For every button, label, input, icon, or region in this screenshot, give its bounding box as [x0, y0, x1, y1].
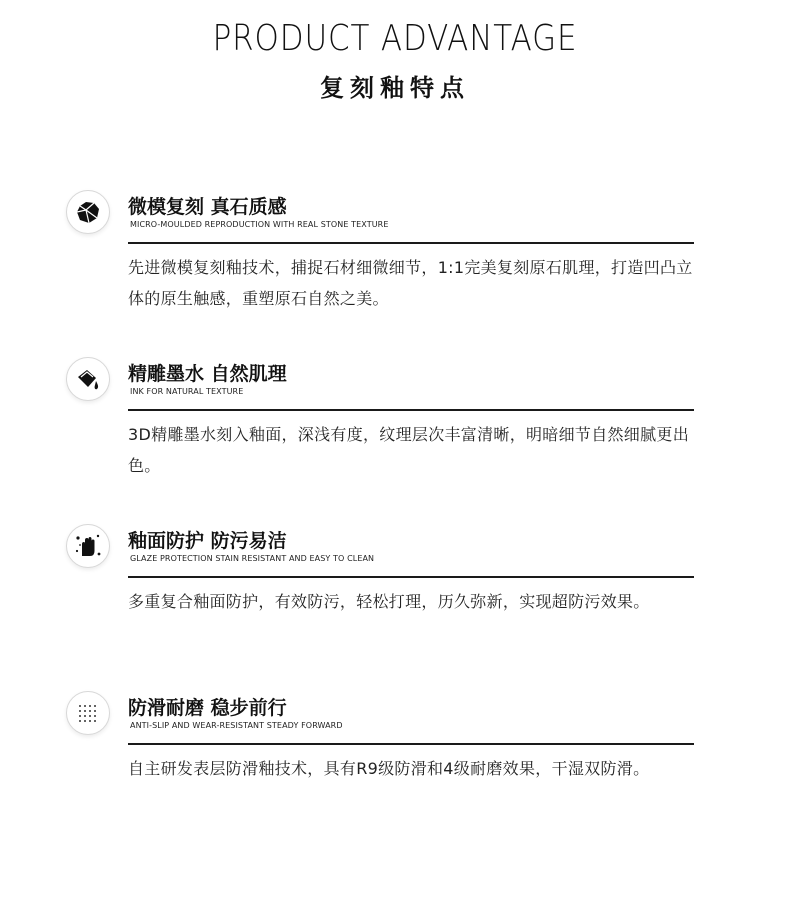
- feature-description: 先进微模复刻釉技术，捕捉石材细微细节，1:1完美复刻原石肌理，打造凹凸立体的原生触感，重塑原石自然之美。: [128, 258, 693, 308]
- anti-slip-dots-icon: [66, 691, 110, 735]
- divider: [128, 409, 694, 411]
- divider: [128, 576, 694, 578]
- ink-bucket-icon: [66, 357, 110, 401]
- feature-title-cn: 精雕墨水 自然肌理: [128, 363, 287, 385]
- header-title-en: PRODUCT ADVANTAGE: [212, 18, 578, 59]
- clean-hand-icon: [66, 524, 110, 568]
- feature-description: 多重复合釉面防护，有效防污，轻松打理，历久弥新，实现超防污效果。: [128, 592, 650, 611]
- feature-description: 3D精雕墨水刻入釉面，深浅有度，纹理层次丰富清晰，明暗细节自然细腻更出色。: [128, 425, 690, 475]
- feature-title-en: GLAZE PROTECTION STAIN RESISTANT AND EASY TO CLEAN: [130, 554, 375, 563]
- stone-icon: [66, 190, 110, 234]
- header-title-cn: 复刻釉特点: [320, 74, 470, 102]
- feature-title-en: INK FOR NATURAL TEXTURE: [130, 387, 244, 396]
- feature-description: 自主研发表层防滑釉技术，具有R9级防滑和4级耐磨效果，干湿双防滑。: [128, 759, 650, 778]
- feature-title-cn: 微模复刻 真石质感: [128, 196, 287, 218]
- feature-title-en: MICRO-MOULDED REPRODUCTION WITH REAL STONE TEXTURE: [130, 220, 389, 229]
- feature-title-cn: 釉面防护 防污易洁: [128, 530, 287, 552]
- feature-title-cn: 防滑耐磨 稳步前行: [128, 697, 287, 719]
- feature-title-en: ANTI-SLIP AND WEAR-RESISTANT STEADY FORWARD: [130, 721, 343, 730]
- divider: [128, 242, 694, 244]
- divider: [128, 743, 694, 745]
